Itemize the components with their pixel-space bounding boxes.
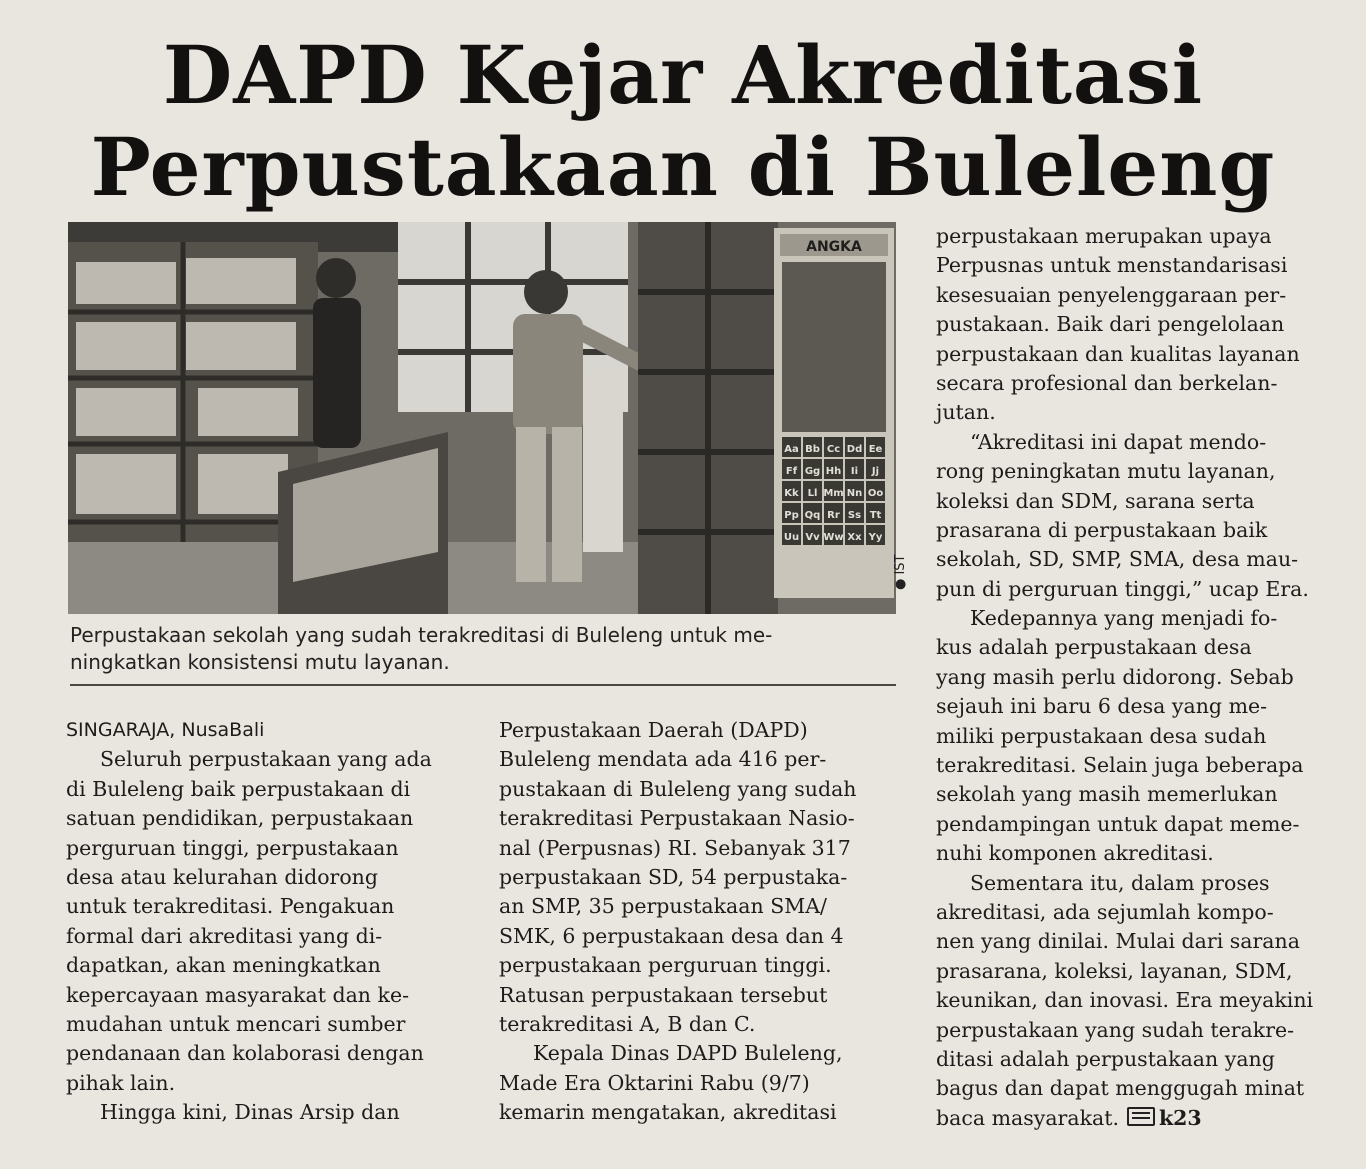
paragraph-line: perpustakaan yang sudah terakre- — [936, 1017, 1295, 1042]
paragraph-line: prasarana di perpustakaan baik — [936, 517, 1268, 542]
wall-chart-letter: Rr — [827, 510, 840, 521]
wall-chart-letter: Uu — [783, 532, 800, 543]
wall-chart-letter: Bb — [805, 444, 820, 455]
envelope-icon — [1127, 1107, 1155, 1126]
wall-chart-letter: Aa — [784, 444, 799, 455]
paragraph-line: desa atau kelurahan didorong — [66, 864, 379, 889]
paragraph-line: ditasi adalah perpustakaan yang — [936, 1046, 1275, 1071]
paragraph-line: jutan. — [936, 400, 996, 425]
article-column-3 — [936, 222, 1346, 1133]
paragraph-line: prasarana, koleksi, layanan, SDM, — [936, 958, 1293, 983]
paragraph-line: sejauh ini baru 6 desa yang me- — [936, 694, 1268, 719]
paragraph-line: “Akreditasi ini dapat mendo- — [970, 429, 1267, 454]
paragraph-line: kepercayaan masyarakat dan ke- — [66, 982, 410, 1007]
paragraph-line: pihak lain. — [66, 1070, 176, 1095]
paragraph-line: kesesuaian penyelenggaraan per- — [936, 282, 1287, 307]
paragraph-line: terakreditasi Perpustakaan Nasio- — [499, 806, 855, 831]
wall-chart-letter: Ee — [868, 444, 883, 455]
paragraph-line: Hingga kini, Dinas Arsip dan — [100, 1100, 400, 1125]
wall-chart-letter: Oo — [867, 488, 884, 499]
paragraph-line: nal (Perpusnas) RI. Sebanyak 317 — [499, 835, 851, 860]
paragraph-line: nuhi komponen akreditasi. — [936, 841, 1214, 866]
paragraph-line: Kepala Dinas DAPD Buleleng, — [533, 1041, 843, 1066]
last-paragraph-line — [936, 1104, 1346, 1133]
paragraph-line: sekolah, SD, SMP, SMA, desa mau- — [936, 547, 1299, 572]
paragraph-line: pun di perguruan tinggi,” ucap Era. — [936, 576, 1309, 601]
paragraph-line: Sementara itu, dalam proses — [970, 870, 1270, 895]
paragraph-line: secara profesional dan berkelan- — [936, 370, 1278, 395]
dateline: SINGARAJA, NusaBali — [66, 719, 265, 741]
paragraph-line: perpustakaan SD, 54 perpustaka- — [499, 864, 848, 889]
paragraph-line: pustakaan. Baik dari pengelolaan — [936, 312, 1285, 337]
wall-chart-letter: Dd — [846, 444, 863, 455]
wall-chart-letter: Vv — [805, 532, 820, 543]
wall-chart-letter: Ff — [785, 466, 798, 477]
paragraph-line: untuk terakreditasi. Pengakuan — [66, 894, 395, 919]
paragraph-line: pendampingan untuk dapat meme- — [936, 811, 1300, 836]
wall-chart-letter: Nn — [846, 488, 863, 499]
paragraph-line: perpustakaan dan kualitas layanan — [936, 341, 1300, 366]
paragraph-line: kemarin mengatakan, akreditasi — [499, 1100, 837, 1125]
paragraph-line: Perpustakaan Daerah (DAPD) — [499, 718, 808, 742]
wall-chart-letter: Mm — [823, 488, 844, 499]
paragraph-line: Seluruh perpustakaan yang ada — [100, 747, 432, 772]
paragraph-line: bagus dan dapat menggugah minat — [936, 1076, 1305, 1101]
caption-divider — [70, 684, 896, 686]
paragraph-line: perguruan tinggi, perpustakaan — [66, 835, 399, 860]
paragraph-line: perpustakaan perguruan tinggi. — [499, 953, 832, 978]
paragraph-line: sekolah yang masih memerlukan — [936, 782, 1278, 807]
article-column-1 — [66, 716, 461, 1127]
paragraph-line: dapatkan, akan meningkatkan — [66, 953, 381, 978]
paragraph-line-text: baca masyarakat. — [936, 1105, 1119, 1130]
wall-chart-letter: Ii — [850, 466, 859, 477]
headline-line-1: DAPD Kejar Akreditasi — [162, 28, 1204, 122]
paragraph-line: perpustakaan merupakan upaya — [936, 224, 1272, 248]
paragraph-line: pustakaan di Buleleng yang sudah — [499, 776, 857, 801]
wall-chart-letter: Hh — [825, 466, 842, 477]
paragraph-line: terakreditasi. Selain juga beberapa — [936, 753, 1304, 778]
photo-credit: ● IST — [893, 554, 908, 590]
article-column-2 — [499, 716, 899, 1127]
author-code: k23 — [1158, 1105, 1202, 1130]
wall-chart-letter: Kk — [784, 488, 799, 499]
wall-chart-letter: Cc — [826, 444, 841, 455]
wall-chart-letter: Ss — [847, 510, 862, 521]
paragraph-line: yang masih perlu didorong. Sebab — [936, 664, 1294, 689]
wall-chart-letter: Pp — [784, 510, 799, 521]
paragraph-line: Buleleng mendata ada 416 per- — [499, 747, 827, 772]
paragraph-line: Kedepannya yang menjadi fo- — [970, 606, 1278, 631]
wall-chart-title: ANGKA — [806, 239, 862, 255]
headline-line-2: Perpustakaan di Buleleng — [90, 120, 1276, 214]
wall-chart-letter: Xx — [847, 532, 862, 543]
paragraph-line: kus adalah perpustakaan desa — [936, 635, 1252, 660]
wall-chart-letter: Tt — [869, 510, 882, 521]
paragraph-line: Perpusnas untuk menstandarisasi — [936, 253, 1288, 278]
caption-line: Perpustakaan sekolah yang sudah terakreditasi di Buleleng untuk me- — [70, 623, 773, 647]
wall-chart-letter: Gg — [804, 466, 821, 477]
paragraph-line: di Buleleng baik perpustakaan di — [66, 776, 411, 801]
wall-chart-letter: Qq — [804, 510, 821, 521]
paragraph-line: nen yang dinilai. Mulai dari sarana — [936, 929, 1300, 954]
news-photo — [68, 222, 896, 614]
caption-line: ningkatkan konsistensi mutu layanan. — [70, 650, 450, 674]
wall-chart-letter-grid — [782, 437, 885, 545]
paragraph-line: an SMP, 35 perpustakaan SMA/ — [499, 894, 827, 919]
paragraph-line: rong peningkatan mutu layanan, — [936, 459, 1276, 484]
paragraph-line: keunikan, dan inovasi. Era meyakini — [936, 988, 1314, 1013]
paragraph-line: koleksi dan SDM, sarana serta — [936, 488, 1255, 513]
paragraph-line: pendanaan dan kolaborasi dengan — [66, 1041, 424, 1066]
paragraph-line: SMK, 6 perpustakaan desa dan 4 — [499, 923, 844, 948]
paragraph-line: terakreditasi A, B dan C. — [499, 1011, 756, 1036]
paragraph-line: Made Era Oktarini Rabu (9/7) — [499, 1070, 810, 1095]
wall-chart-letter: Ll — [807, 488, 818, 499]
paragraph-line: miliki perpustakaan desa sudah — [936, 723, 1267, 748]
photo-caption — [70, 622, 898, 676]
wall-chart-letter: Yy — [868, 532, 883, 543]
wall-chart-letter: Ww — [823, 532, 844, 543]
paragraph-line: Ratusan perpustakaan tersebut — [499, 982, 828, 1007]
paragraph-line: formal dari akreditasi yang di- — [66, 923, 383, 948]
wall-chart-letter: Jj — [871, 466, 880, 477]
library-photo-illustration — [68, 222, 896, 614]
paragraph-line: akreditasi, ada sejumlah kompo- — [936, 899, 1274, 924]
paragraph-line: satuan pendidikan, perpustakaan — [66, 806, 414, 831]
paragraph-line: mudahan untuk mencari sumber — [66, 1011, 406, 1036]
